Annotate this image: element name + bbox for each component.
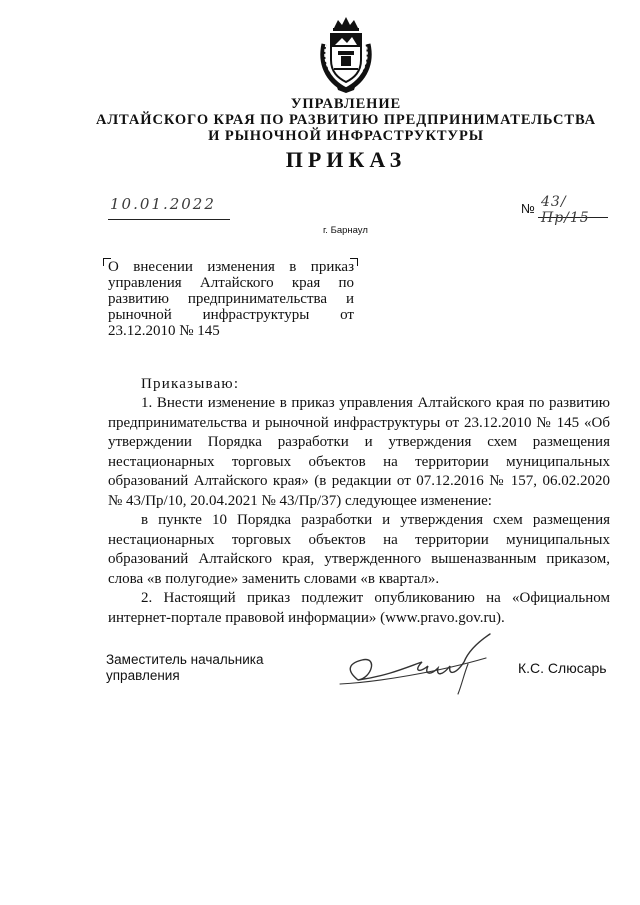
org-line: АЛТАЙСКОГО КРАЯ ПО РАЗВИТИЮ ПРЕДПРИНИМАТЕЛЬСТВА <box>95 112 597 128</box>
body-line: интернет-портале правовой информации» (www.pravo.gov.ru). <box>108 609 505 626</box>
body-line: образований Алтайского края, утвержденного вышеназванным приказом, <box>108 551 610 567</box>
body-line: нестационарных торговых объектов на территории муниципальных <box>108 453 610 470</box>
date-value: 10.01.2022 <box>110 195 216 213</box>
number-value: 43/Пр/15 <box>541 194 590 226</box>
signatory-title-line: управления <box>106 668 180 683</box>
date-field <box>108 195 230 220</box>
signatory-title <box>106 652 264 684</box>
coat-of-arms-icon <box>316 14 376 94</box>
org-line: УПРАВЛЕНИЕ <box>290 96 402 112</box>
subject-line: 23.12.2010 № 145 <box>108 323 220 339</box>
subject-line: управления Алтайского края по <box>108 275 354 291</box>
handwritten-signature <box>318 628 508 698</box>
body-line: утверждении Порядка разработки и утверждения схем размещения <box>108 434 610 450</box>
body-line: нестационарных торговых объектов на территории муниципальных <box>108 531 610 548</box>
order-body <box>108 394 610 628</box>
subject-line: О внесении изменения в приказ <box>108 259 354 275</box>
city: г. Барнаул <box>323 225 368 236</box>
order-subject <box>108 259 354 339</box>
body-line: образований Алтайского края» (в редакции от 07.12.2016 № 157, 06.02.2020 <box>108 473 610 489</box>
body-line: 1. Внести изменение в приказ управления Алтайского края по развитию <box>141 395 610 411</box>
number-label: № <box>521 201 535 216</box>
body-line: в пункте 10 Порядка разработки и утверждения схем размещения <box>141 512 610 528</box>
number-field <box>538 194 608 226</box>
organization-name <box>0 96 640 144</box>
org-line: И РЫНОЧНОЙ ИНФРАСТРУКТУРЫ <box>208 128 484 144</box>
body-line: № 43/Пр/10, 20.04.2021 № 43/Пр/37) следующее изменение: <box>108 492 492 509</box>
subject-line: рыночной инфраструктуры от <box>108 307 354 323</box>
order-lead: Приказываю: <box>141 376 240 392</box>
subject-line: развитию предпринимательства и <box>108 291 354 307</box>
body-line: слова «в полугодие» заменить словами «в квартал». <box>108 570 440 587</box>
body-line: предпринимательства и рыночной инфраструктуры от 23.12.2010 № 145 «Об <box>108 414 610 431</box>
document-type: ПРИКАЗ <box>285 147 407 172</box>
body-line: 2. Настоящий приказ подлежит опубликованию на «Официальном <box>141 590 610 606</box>
signatory-title-line: Заместитель начальника <box>106 652 264 667</box>
signatory-name: К.С. Слюсарь <box>518 660 607 676</box>
